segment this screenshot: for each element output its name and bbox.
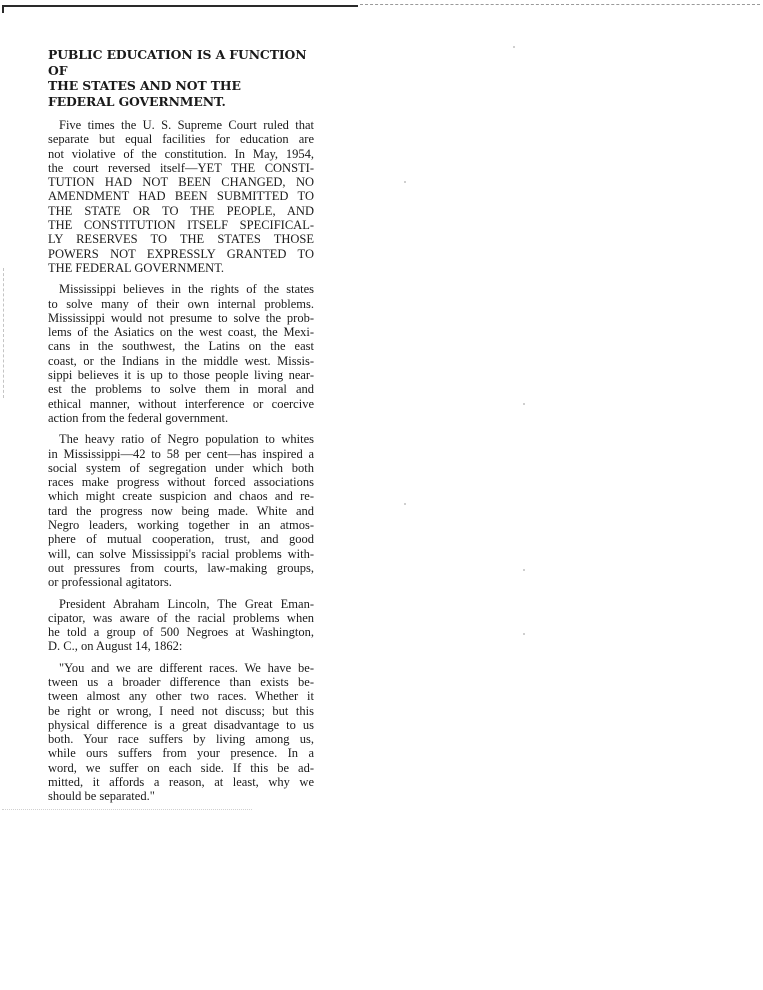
text-line: tard the progress now being made. White and: [48, 503, 314, 518]
text-line: in Mississippi—42 to 58 per cent—has inspired a: [48, 446, 314, 461]
text-line: coast, or the Indians in the middle west. Missis-: [48, 353, 314, 368]
text-line: should be separated.": [48, 789, 155, 804]
text-line: to solve many of their own internal problems.: [48, 296, 314, 311]
text-line: est the problems to solve them in moral and: [48, 382, 314, 397]
text-line: both. Your race suffers by living among us,: [48, 732, 314, 747]
text-line: THE FEDERAL GOVERNMENT.: [48, 260, 225, 275]
text-line: be right or wrong, I need not discuss; but this: [48, 703, 314, 718]
text-line: physical difference is a great disadvantage to us: [48, 717, 314, 732]
paragraph-population-ratio: [48, 432, 314, 589]
scan-speck: [523, 403, 525, 405]
text-line: will, can solve Mississippi's racial problems with-: [48, 546, 314, 561]
text-line: separate but equal facilities for education are: [48, 132, 314, 147]
text-line: TUTION HAD NOT BEEN CHANGED, NO: [48, 175, 314, 190]
text-line: social system of segregation under which both: [48, 460, 314, 475]
text-line: cipator, was aware of the racial problems when: [48, 610, 314, 625]
text-line: Mississippi believes in the rights of the states: [59, 282, 314, 297]
scan-speck: [513, 46, 515, 48]
text-line: THE STATE OR TO THE PEOPLE, AND: [48, 203, 314, 218]
scan-speck: [404, 181, 406, 183]
paragraph-supreme-court: [48, 118, 314, 275]
text-line: Mississippi would not presume to solve the prob-: [48, 310, 314, 325]
scan-speck: [523, 569, 525, 571]
text-line: Five times the U. S. Supreme Court ruled that: [59, 118, 314, 132]
scan-speck: [523, 633, 525, 635]
text-line: lems of the Asiatics on the west coast, the Mexi-: [48, 325, 314, 340]
text-line: races make progress without forced associations: [48, 475, 314, 490]
text-line: D. C., on August 14, 1862:: [48, 639, 183, 654]
text-line: cans in the southwest, the Latins on the east: [48, 339, 314, 354]
text-line: President Abraham Lincoln, The Great Eman-: [59, 596, 314, 611]
text-line: THE CONSTITUTION ITSELF SPECIFICAL-: [48, 218, 314, 233]
heading-line: THE STATES AND NOT THE: [48, 78, 241, 93]
text-line: or professional agitators.: [48, 575, 172, 590]
heading-line: PUBLIC EDUCATION IS A FUNCTION OF: [48, 47, 307, 78]
text-line: POWERS NOT EXPRESSLY GRANTED TO: [48, 246, 314, 261]
paragraph-states-rights: [48, 282, 314, 425]
text-line: tween almost any other two races. Whether it: [48, 689, 314, 704]
text-line: LY RESERVES TO THE STATES THOSE: [48, 232, 314, 247]
heading-line: FEDERAL GOVERNMENT.: [48, 93, 226, 109]
paragraph-lincoln-quote: [48, 661, 314, 804]
section-heading: [48, 47, 314, 109]
scan-top-dashed-rule: [360, 4, 760, 5]
text-line: not violative of the constitution. In May, 1954,: [48, 146, 314, 161]
scan-left-edge-marks: [3, 268, 4, 398]
text-line: Negro leaders, working together in an atmos-: [48, 518, 314, 533]
scan-speck: [404, 503, 406, 505]
text-line: tween us a broader difference than exists be-: [48, 674, 314, 689]
text-line: word, we suffer on each side. If this be ad-: [48, 760, 314, 775]
text-column: [48, 47, 314, 811]
text-line: while ours suffers from your presence. In a: [48, 746, 314, 761]
text-line: action from the federal government.: [48, 410, 229, 425]
text-line: mitted, it affords a reason, at least, why we: [48, 775, 314, 790]
text-line: the court reversed itself—YET THE CONSTI-: [48, 160, 314, 175]
text-line: which might create suspicion and chaos and re-: [48, 489, 314, 504]
text-line: ethical manner, without interference or coercive: [48, 396, 314, 411]
scan-top-rule: [2, 5, 358, 7]
text-line: The heavy ratio of Negro population to whites: [59, 432, 314, 447]
text-line: phere of mutual cooperation, trust, and good: [48, 532, 314, 547]
text-line: sippi believes it is up to those people living near-: [48, 368, 314, 383]
text-line: out pressures from courts, law-making groups,: [48, 560, 314, 575]
paragraph-lincoln-intro: [48, 597, 314, 654]
text-line: AMENDMENT HAD BEEN SUBMITTED TO: [48, 189, 314, 204]
text-line: he told a group of 500 Negroes at Washington,: [48, 625, 314, 640]
text-line: "You and we are different races. We have be-: [59, 660, 314, 675]
